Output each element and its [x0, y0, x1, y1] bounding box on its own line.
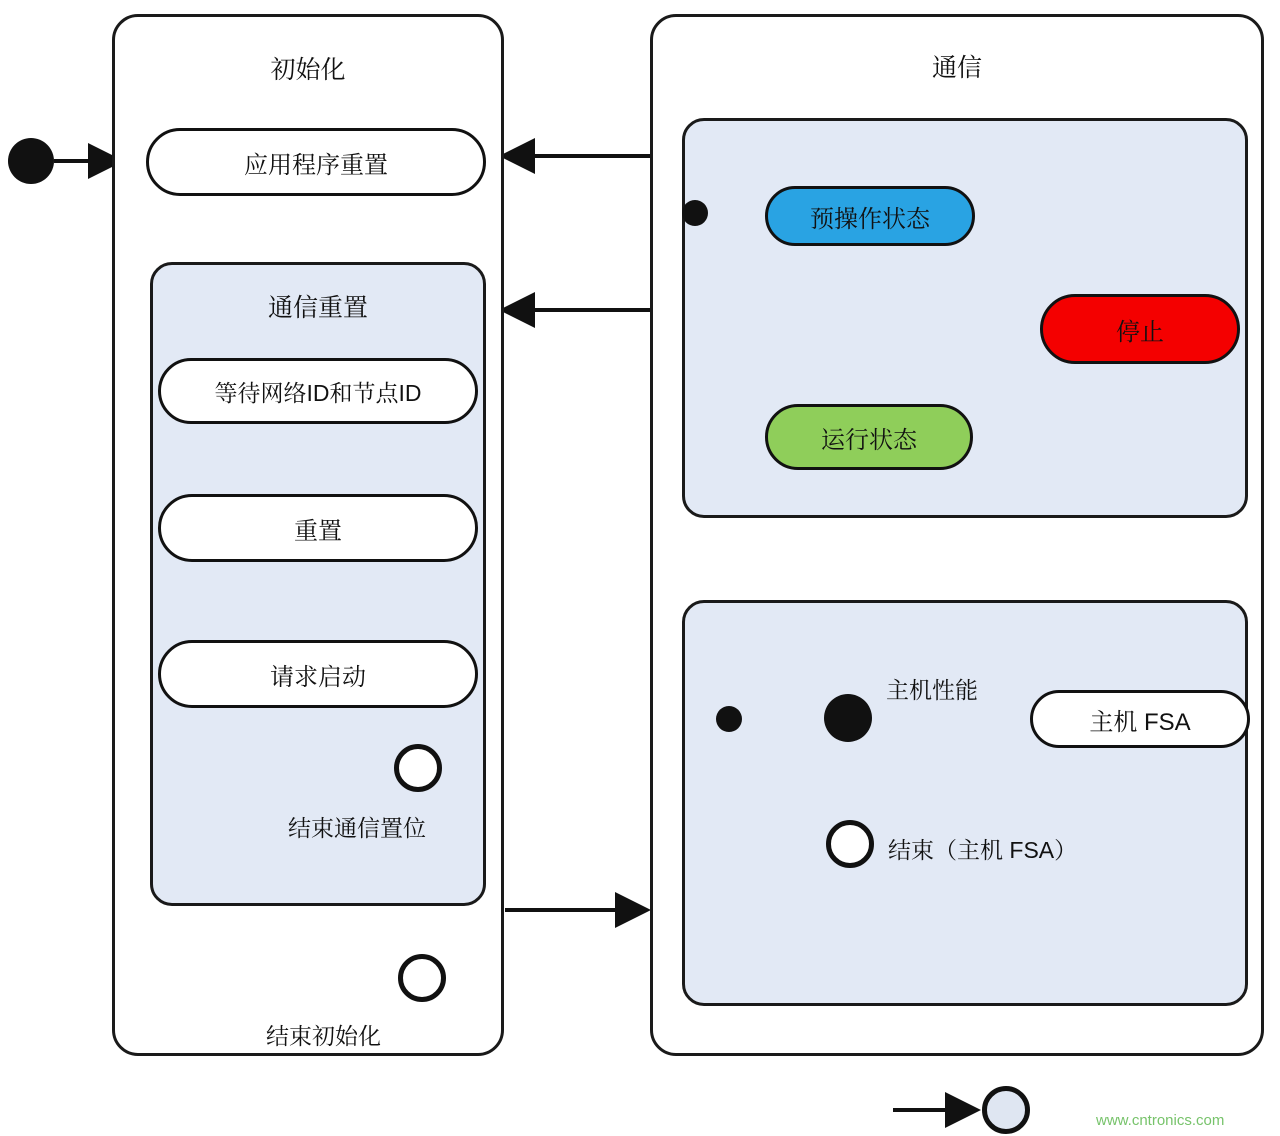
- state-wait-network-node-id-label: 等待网络ID和节点ID: [214, 379, 422, 406]
- region-communication-title: 通信: [931, 54, 982, 82]
- state-request-start-label: 请求启动: [270, 663, 366, 691]
- region-initialization-title: 初始化: [270, 56, 346, 84]
- state-host-fsa[interactable]: [1030, 690, 1250, 748]
- state-wait-network-node-id[interactable]: [158, 358, 478, 424]
- state-stopped-label: 停止: [1116, 318, 1164, 346]
- start-node-nmt: [682, 200, 708, 226]
- label-end-communication-set: 结束通信置位: [288, 815, 426, 841]
- label-end-host-fsa: 结束（主机 FSA）: [888, 837, 1078, 863]
- state-reset-label: 重置: [294, 517, 342, 545]
- legend-end-node: [982, 1086, 1030, 1134]
- watermark: www.cntronics.com: [1096, 1112, 1225, 1129]
- state-pre-operational[interactable]: [765, 186, 975, 246]
- subregion-communication-reset-title: 通信重置: [267, 294, 368, 322]
- state-operational[interactable]: [765, 404, 973, 470]
- state-host-fsa-label: 主机 FSA: [1089, 708, 1191, 736]
- state-pre-operational-label: 预操作状态: [810, 205, 930, 233]
- end-node-host-fsa: [826, 820, 874, 868]
- label-host-capability: 主机性能: [886, 677, 978, 703]
- end-node-communication-set: [394, 744, 442, 792]
- state-app-reset[interactable]: [146, 128, 486, 196]
- state-operational-label: 运行状态: [821, 426, 917, 454]
- state-reset[interactable]: [158, 494, 478, 562]
- state-app-reset-label: 应用程序重置: [244, 151, 388, 179]
- end-node-initialization: [398, 954, 446, 1002]
- state-stopped[interactable]: [1040, 294, 1240, 364]
- label-end-initialization: 结束初始化: [266, 1023, 381, 1049]
- start-node-initialization: [8, 138, 54, 184]
- junction-node-host-fsa[interactable]: [824, 694, 872, 742]
- start-node-host-fsa: [716, 706, 742, 732]
- subregion-host-fsa: [682, 600, 1248, 1006]
- state-request-start[interactable]: [158, 640, 478, 708]
